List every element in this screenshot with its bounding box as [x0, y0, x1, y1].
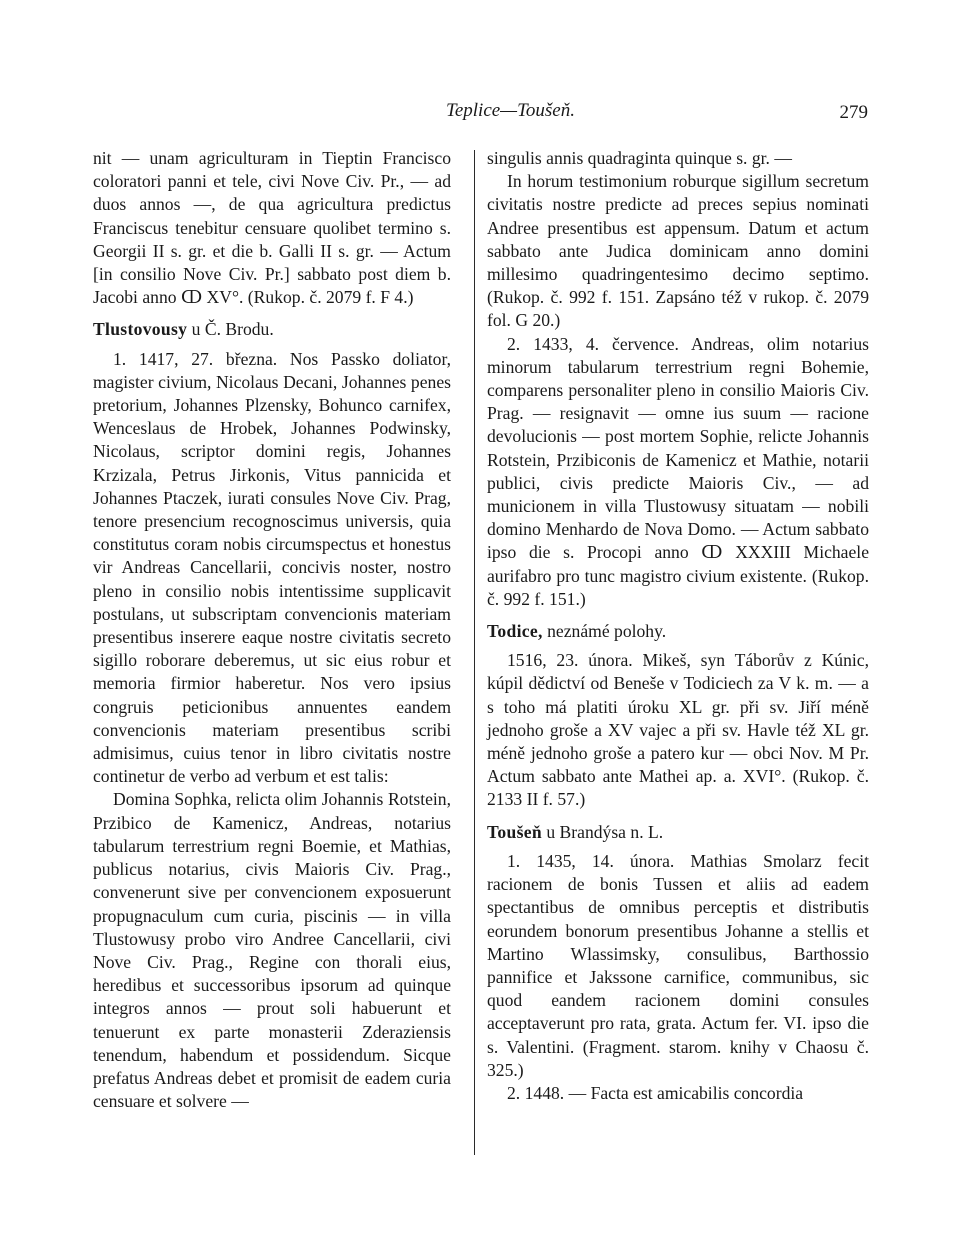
entry-location: u Brandýsa n. L.: [541, 821, 664, 842]
continued-line: singulis annis quadraginta quinque s. gr. —: [487, 148, 792, 168]
paragraph-testimonium: In horum testimonium roburque sigillum secretum civitatis nostre predicte ad preces sepius nominati Andree presentibus est appensum. Datum et actum sabbato ante Judica dominicam anno domini millesimo quadringentesimo decimo septimo. (Rukop. č. 992 f. 151. Zapsáno též v rukop. č. 2079 fol. G 20.): [487, 171, 869, 331]
entry-title: Toušeň: [487, 821, 542, 842]
entry-heading-tousen: [487, 821, 869, 844]
column-divider: [474, 150, 475, 1155]
page-number: 279: [839, 102, 868, 123]
entry-heading-tlustovousy: [93, 318, 451, 341]
paragraph-1433: 2. 1433, 4. července. Andreas, olim notarius minorum tabularum terrestrium regni Bohemie, comparens personaliter pleno in consilio Maioris Civ. Prag. — resignavit — omne ius suum — racione devolucionis — post mortem Sophie, relicte Johannis Rotstein, Przibiconis de Kamenicz et Mathie, notarii publici, civis predicte Maioris Civ., — ad municionem in villa Tlustowusy situatam — nobili domino Menhardo de Nova Domo. — Actum sabbato ipso die s. Procopi anno ↀ XXXIII Michaele aurifabro pro tunc magistro civium existente. (Rukop. č. 992 f. 151.): [487, 333, 869, 609]
entry-title: Tlustovousy: [93, 319, 188, 340]
entry-paragraph-2: 2. 1448. — Facta est amicabilis concordia: [507, 1082, 804, 1103]
right-column: [487, 147, 869, 1105]
entry-location: neznámé polohy.: [542, 621, 667, 642]
entry-paragraph: 1. 1435, 14. února. Mathias Smolarz fecit racionem de bonis Tussen et aliis ad eadem spectantibus de omnibus perceptis et distributis eorundem bonorum presentibus Johanne a stellis et Martino Wlassimsky, consulibus, Barthossio pannifice et Jakssone carnifice, communibus, sic quod eandem racionem domini consules acceptaverunt pro rata, grata. Actum fer. VI. ipso die s. Valentini. (Fragment. starom. knihy v Chaosu č. 325.): [487, 850, 869, 1080]
running-header: [93, 98, 868, 128]
entry-paragraph: 1516, 23. února. Mikeš, syn Táborův z Kúnic, kúpil dědictví od Beneše v Todiciech za V k. m. — a s toho má platiti úroku XL gr. při sv. Jiří méně jednoho groše a XV vajec a při sv. Havle též XL gr. méně jednoho groše a patero kur — obci Nov. M Pr. Actum sabbato ante Mathei ap. a. XVI°. (Rukop. č. 2133 II f. 57.): [487, 650, 869, 810]
left-column: [93, 147, 451, 1113]
entry-paragraph-2: Domina Sophka, relicta olim Johannis Rotstein, Przibico de Kamenicz, Andreas, notarius tabularum terrestrium regni Boemie, et Mathias, publicus notarius, civis Maioris Civ. Prag., convenerunt sive per convencionem exposuerunt propugnaculum cum curia, piscinis — in villa Tlustowusy probo viro Andree Cancellarii, civi Nove Civ. Prag., Regine con thorali eius, heredibus et successoribus ipsorum ad quinque integros annos — prout soli habuerunt et tenuerunt ex parte monasterii Zderaziensis tenendum, habendum et possidendum. Sicque prefatus Andreas debet et promisit de eadem curia censuare et solvere —: [93, 789, 451, 1112]
entry-title: Todice,: [487, 621, 543, 642]
page-title: Teplice—Toušeň.: [446, 100, 575, 121]
entry-text: Nos Passko doliator, magister civium, Nicolaus Decani, Johannes penes pretorium, Johannes Plzensky, Bohunco carnifex, Wenceslaus de Hrobek, Johannes Podwinsky, Nicolaus, scriptor domini regis, Johannes Krzizala, Petrus Jirkonis, Vitus pannicida et Johannes Ptaczek, iurati consules Nove Civ. Prag, tenore presencium recognoscimus universis, quia constitutus coram nobis circumspectus et honestus vir Andreas Cancellarii, concivis noster, nostro pleno in consilio nobis intentissime supplicavit postulans, ut subscriptam convencionis materiam presentibus inserere eaque nostre civitatis secreto sigillo roborare deberemus, ut sic eius robur et memoria firmior haberetur. Nos vero ipsius congruis peticionibus annuentes eandem convencionis materiam presentibus scribi admisimus, cuius tenor in libro civitatis nostre continetur de verbo ad verbum et est talis:: [93, 348, 451, 787]
entry-heading-todice: [487, 620, 869, 643]
entry-location: u Č. Brodu.: [187, 319, 274, 340]
entry-paragraph: [93, 348, 451, 789]
continued-paragraph: nit — unam agriculturam in Tieptin Francisco coloratori panni et tele, civi Nove Civ. Pr., — ad duos annos —, de qua agricultura predictus Franciscus tenebitur censuare quolibet termino s. Georgii II s. gr. et die b. Galli II s. gr. — Actum [in consilio Nove Civ. Pr.] sabbato post diem b. Jacobi anno ↀ XV°. (Rukop. č. 2079 f. F 4.): [93, 148, 451, 308]
entry-date: 1. 1417, 27. března.: [113, 348, 278, 369]
